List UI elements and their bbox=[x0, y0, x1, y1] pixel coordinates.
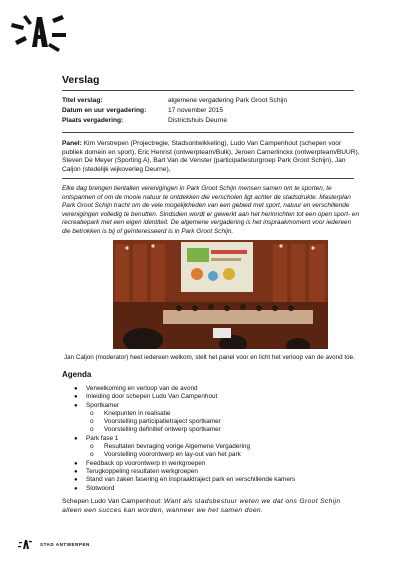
sub-list-item: o Resultaten bevraging vorige Algemene Vergadering bbox=[62, 443, 362, 451]
bullet-icon: ● bbox=[74, 460, 78, 467]
circle-bullet-icon: o bbox=[90, 451, 94, 459]
quote-paragraph bbox=[62, 497, 362, 515]
meta-row bbox=[62, 96, 362, 106]
bullet-icon: ● bbox=[74, 468, 78, 475]
footer-brand: STAD ANTWERPEN bbox=[40, 542, 90, 547]
circle-bullet-icon: o bbox=[90, 426, 94, 434]
list-item: ● Verwelkoming en verloop van de avond bbox=[62, 385, 362, 393]
meta-block bbox=[62, 96, 362, 127]
bullet-icon: ● bbox=[74, 402, 78, 409]
photo-caption: Jan Caljon (moderator) heet iedereen welkom, stelt het panel voor en licht het verloop van de avond toe. bbox=[64, 354, 355, 361]
meta-value: 17 november 2015 bbox=[168, 107, 223, 115]
list-item: ● Inleiding door schepen Ludo Van Campenhout bbox=[62, 393, 362, 401]
antwerpen-hand-logo-icon bbox=[18, 538, 32, 550]
quote-text: Want als stadsbestuur weten we dat ons Groot Schijn alleen een succes kan worden, wanneer we het samen doen. bbox=[62, 498, 341, 515]
sub-list-item: o Voorstelling definitief ontwerp sportkamer bbox=[62, 426, 362, 434]
panel-members bbox=[62, 140, 362, 174]
list-item: ● Slotwoord bbox=[62, 485, 362, 493]
meta-key: Plaats vergadering: bbox=[62, 117, 124, 125]
meta-row bbox=[62, 116, 362, 126]
bullet-icon: ● bbox=[74, 477, 78, 484]
antwerpen-a-logo-icon bbox=[10, 11, 68, 53]
panel-text: Kim Verstrepen (Projectregie, Stadsontwikkeling), Ludo Van Campenhout (schepen voor publiek domein en sport), Eric Henrist (ontwerpteam/Bulk), Jeroen Camerlinckx (ontwerpteam/BUUR), Steven De Meyer (Sporting A), Bart Van de Venster (participatiesturgroep Park Groot Schijn), Jan Caljon (stedelijk wijkoverleg Deurne), bbox=[62, 140, 360, 173]
list-item: ● Park fase 1 bbox=[62, 435, 362, 443]
bullet-icon: ● bbox=[74, 485, 78, 492]
sub-list-item: o Voorstelling participatietraject sportkamer bbox=[62, 418, 362, 426]
meeting-photo bbox=[113, 240, 328, 349]
title-divider bbox=[62, 90, 354, 91]
bullet-icon: ● bbox=[74, 435, 78, 442]
list-item: ● Feedback op voorontwerp in werkgroepen bbox=[62, 460, 362, 468]
panel-divider bbox=[62, 178, 354, 179]
circle-bullet-icon: o bbox=[90, 418, 94, 426]
intro-paragraph: Elke dag brengen tientallen verenigingen in Park Groot Schijn mensen samen om te sporten, te ontspannen of om de mooie natuur te ontdekken die verscholen ligt achter de stadsdrukte. Masterplan Park Groot Schijn tracht om de vele mogelijkheden van een gebied met sport, natuur en verschillende verenigingen volledig te benutten. Sindsdien wordt er gewerkt aan het herinrichten tot een open sport- en recreatiepark met een eigen identiteit. De algemene vergadering is het inspraakmoment voor iedereen die betrokken is bij of geïnteresseerd is in Park Groot Schijn. bbox=[62, 185, 360, 235]
circle-bullet-icon: o bbox=[90, 443, 94, 451]
meta-value: Districtshuis Deurne bbox=[168, 117, 227, 125]
list-item: ● Sportkamer bbox=[62, 402, 362, 410]
circle-bullet-icon: o bbox=[90, 409, 94, 417]
sub-list-item: o Voorstelling voorontwerp en lay-out van het park bbox=[62, 451, 362, 459]
meta-value: algemene vergadering Park Groot Schijn bbox=[168, 97, 288, 104]
meta-key: Datum en uur vergadering: bbox=[62, 107, 147, 115]
bullet-icon: ● bbox=[74, 394, 78, 401]
meta-key: Titel verslag: bbox=[62, 97, 103, 104]
panel-label: Panel: bbox=[62, 140, 82, 147]
meta-row bbox=[62, 106, 362, 116]
quote-speaker: Schepen Ludo Van Campenhout: bbox=[62, 498, 164, 505]
agenda-list bbox=[62, 385, 362, 493]
list-item: ● Terugkoppeling resultaten werkgroepen bbox=[62, 468, 362, 476]
list-item: ● Stand van zaken fasering en inspraaktraject park en verschillende kamers bbox=[62, 476, 362, 484]
sub-list-item: o Knelpunten in realisatie bbox=[62, 410, 362, 418]
meta-divider bbox=[62, 132, 354, 133]
bullet-icon: ● bbox=[74, 386, 78, 392]
page-title: Verslag bbox=[62, 74, 100, 86]
agenda-heading: Agenda bbox=[62, 370, 92, 379]
